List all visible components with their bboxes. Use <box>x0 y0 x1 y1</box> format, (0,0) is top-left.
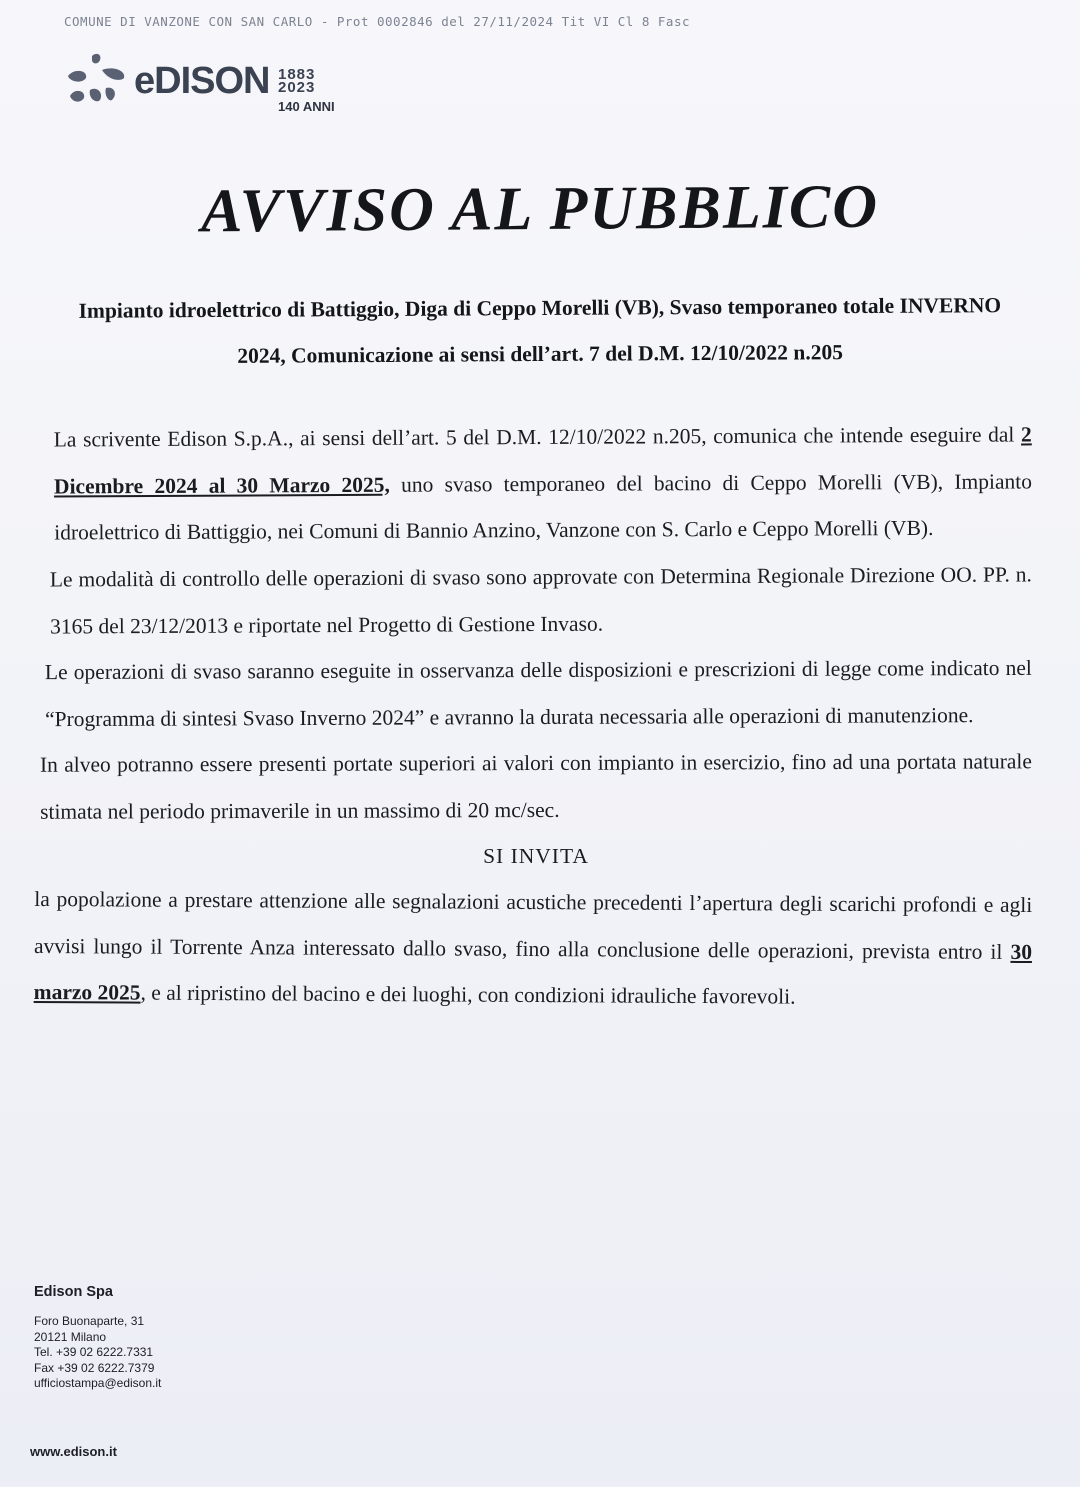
notice-body <box>33 414 1033 1019</box>
page-title: AVVISO AL PUBBLICO <box>200 172 880 246</box>
footer-phone: Tel. +39 02 6222.7331 <box>34 1345 154 1359</box>
protocol-stamp: COMUNE DI VANZONE CON SAN CARLO - Prot 0002846 del 27/11/2024 Tit VI Cl 8 Fasc <box>64 14 690 29</box>
paragraph-flow-rates: In alveo potranno essere presenti portate superiori ai valori con impianto in esercizio, fino ad una portata naturale stimata nel periodo primaverile in un massimo di 20 mc/sec. <box>39 748 1032 823</box>
paragraph-control-modalities: Le modalità di controllo delle operazioni di svaso sono approvate con Determina Regionale Direzione OO. PP. n. 3165 del 23/12/2013 e riportate nel Progetto di Gestione Invaso. <box>49 561 1032 638</box>
paragraph-operations: Le operazioni di svaso saranno eseguite in osservanza delle disposizioni e prescrizioni di legge come indicato nel “Programma di sintesi Svaso Inverno 2024” e avranno la durata necessaria alle operazioni di manutenzione. <box>44 655 1032 731</box>
anniversary-years: 1883 2023 <box>278 66 316 96</box>
invitation-heading: SI INVITA <box>483 843 589 868</box>
anniversary-label: 140 ANNI <box>278 99 335 114</box>
footer-address-city: 20121 Milano <box>34 1329 107 1344</box>
paragraph-invitation <box>34 876 1033 1022</box>
svaso-date-range: 2 Dicembre 2024 al 30 Marzo 2025, <box>53 422 1032 499</box>
notice-subtitle: Impianto idroelettrico di Battiggio, Diga di Ceppo Morelli (VB), Svaso temporaneo totale INVERNO 2024, Comunicazione ai sensi dell’art. 7 del D.M. 12/10/2022 n.205 <box>78 293 1002 368</box>
footer-contacts <box>34 1284 294 1392</box>
footer-fax: Fax +39 02 6222.7379 <box>34 1360 155 1375</box>
edison-logo <box>62 50 362 120</box>
footer-email: ufficiostampa@edison.it <box>34 1376 162 1390</box>
paragraph-announcement <box>40 411 1033 556</box>
paragraph-invitation-text-b: , e al ripristino del bacino e dei luoghi, con condizioni idrauliche favorevoli. <box>140 980 796 1009</box>
edison-logo-mark-icon <box>62 50 128 116</box>
edison-wordmark: eDISON <box>134 60 270 102</box>
paragraph-invitation-text-a: la popolazione a prestare attenzione alle segnalazioni acustiche precedenti l’apertura degli scarichi profondi e agli avvisi lungo il Torrente Anza interessato dallo svaso, fino alla conclusione delle operazioni, prevista entro il <box>33 886 1033 964</box>
footer-website: www.edison.it <box>30 1444 117 1459</box>
footer-company: Edison Spa <box>34 1284 113 1300</box>
paragraph-announcement-text-a: La scrivente Edison S.p.A., ai sensi dell’art. 5 del D.M. 12/10/2022 n.205, comunica che intende eseguire dal <box>53 422 1022 452</box>
paragraph-announcement-text-b: uno svaso temporaneo del bacino di Ceppo Morelli (VB), Impianto idroelettrico di Battiggio, nei Comuni di Bannio Anzino, Vanzone con S. Carlo e Ceppo Morelli (VB). <box>54 468 1033 545</box>
footer-address-street: Foro Buonaparte, 31 <box>34 1314 145 1328</box>
completion-date: 30 marzo 2025 <box>33 939 1033 1005</box>
